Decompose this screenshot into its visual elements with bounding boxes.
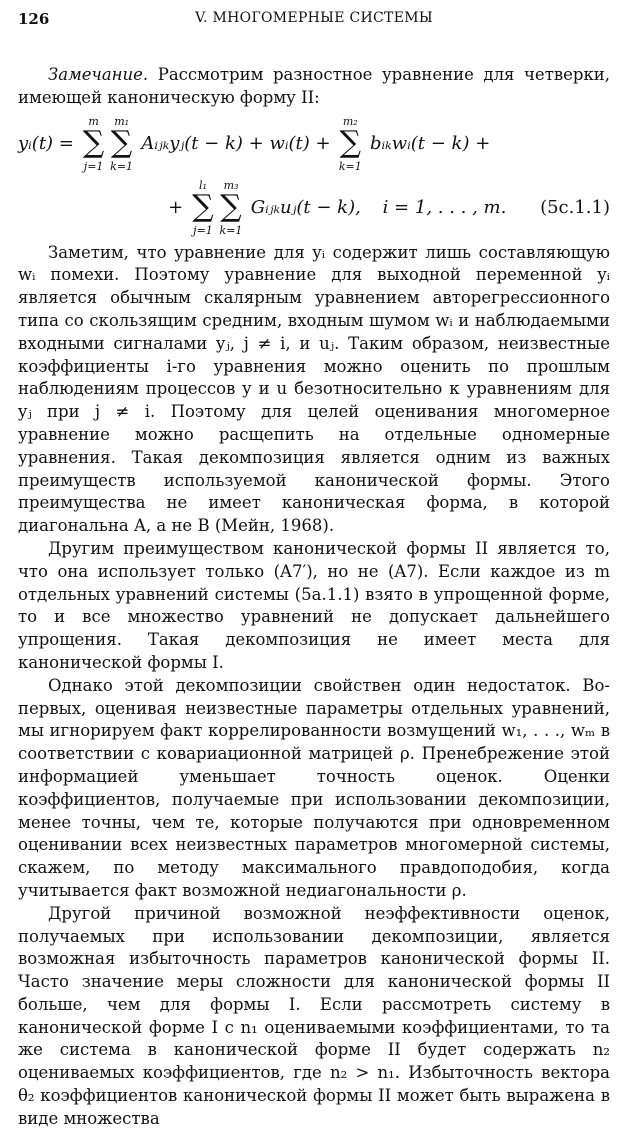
sigma-glyph: ∑ [110, 124, 133, 160]
equation-line-1 [18, 114, 491, 173]
sum-upper-limit: m₃ [223, 178, 239, 192]
sigma-glyph: ∑ [339, 124, 361, 160]
sigma-glyph: ∑ [82, 124, 105, 160]
sum-symbol-k [108, 114, 136, 173]
paragraph-2: Другим преимуществом канонической формы II является то, что она использует только (A7′), но не (A7). Если каждое из m отдельных уравнений системы (5a.1.1) взято в упрощенной форме, то и все множество уравнений не допускает дальнейшего упрощения. Такая декомпозиция не имеет места для канонической формы I. [18, 538, 610, 672]
sum-upper-limit: m₁ [114, 114, 130, 128]
sigma-glyph: ∑ [192, 188, 214, 224]
equation-range: i = 1, . . . , m. [382, 196, 507, 218]
sum-lower-limit: k=1 [338, 159, 362, 173]
page-header [18, 10, 610, 38]
paragraph-1: Заметим, что уравнение для yᵢ содержит лишь составляющую wᵢ помехи. Поэтому уравнение для выходной переменной yᵢ является обычным скалярным уравнением авторегрессионного типа со скользящим средним, входным шумом wᵢ и наблюдаемыми входными сигналами yⱼ, j ≠ i, и uⱼ. Таким образом, неизвестные коэффициенты i-го уравнения можно оценить по прошлым наблюдениям процессов y и u безотносительно к уравнениям для yⱼ при j ≠ i. Поэтому для целей оценивания многомерное уравнение можно расщепить на отдельные одномерные уравнения. Такая декомпозиция является одним из важных преимуществ используемой канонической формы. Этого преимущества не имеет каноническая форма, в которой диагональна A, а не B (Мейн, 1968). [18, 242, 610, 536]
sum-upper-limit: l₁ [199, 178, 207, 192]
sum-symbol-k3 [217, 178, 245, 237]
sum-upper-limit: m₂ [342, 114, 358, 128]
running-head: V. МНОГОМЕРНЫЕ СИСТЕМЫ [195, 10, 433, 26]
remark-label: Замечание. [48, 65, 149, 84]
book-page [18, 10, 610, 1128]
sum-lower-limit: k=1 [110, 159, 134, 173]
sum-lower-limit: j=1 [83, 159, 104, 173]
paragraph-4: Другой причиной возможной неэффективности оценок, получаемых при использовании декомпозиции, является возможная избыточность параметров канонической формы II. Часто значение меры сложности для канонической формы II больше, чем для формы I. Если рассмотреть систему в канонической форме I с n₁ оцениваемыми коэффициентами, то та же система в канонической форме II будет содержать n₂ оцениваемых коэффициентов, где n₂ > n₁. Избыточность вектора θ₂ коэффициентов канонической формы II может быть выражена в виде множества [18, 903, 610, 1128]
sigma-glyph: ∑ [220, 188, 242, 224]
equation-5c-1-1 [18, 110, 610, 242]
page-body [18, 64, 610, 1131]
paragraph-3: Однако этой декомпозиции свойствен один недостаток. Во-первых, оценивая неизвестные параметры отдельных уравнений, мы игнорируем факт коррелированности возмущений w₁, . . ., wₘ в соответствии с ковариационной матрицей ρ. Пренебрежение этой информацией уменьшает точность оценок. Оценки коэффициентов, получаемые при использовании декомпозиции, менее точны, чем те, которые получаются при одновременном оценивании всех неизвестных параметров многомерной системы, скажем, по методу максимального правдоподобия, когда учитывается факт возможной недиагональности ρ. [18, 675, 610, 900]
page-number: 126 [18, 10, 50, 28]
sum-symbol-j [80, 114, 108, 173]
equation-plus: + [168, 196, 184, 218]
sum-symbol-k2 [336, 114, 364, 173]
sum-lower-limit: j=1 [193, 223, 213, 237]
remark-paragraph [18, 64, 610, 110]
sum-lower-limit: k=1 [219, 223, 243, 237]
equation-term-1: Aᵢⱼₖyⱼ(t − k) + wᵢ(t) + [141, 132, 331, 154]
equation-line-2 [168, 178, 610, 237]
remark-text: Рассмотрим разностное уравнение для четверки, имеющей каноническую форму II: [18, 65, 610, 107]
sum-upper-limit: m [88, 114, 99, 128]
equation-term-2: bᵢₖwᵢ(t − k) + [370, 132, 491, 154]
equation-number: (5c.1.1) [540, 196, 610, 218]
equation-lhs: yᵢ(t) = [18, 132, 74, 154]
equation-term-3: Gᵢⱼₖuⱼ(t − k), [250, 196, 361, 218]
sum-symbol-j2 [189, 178, 217, 237]
